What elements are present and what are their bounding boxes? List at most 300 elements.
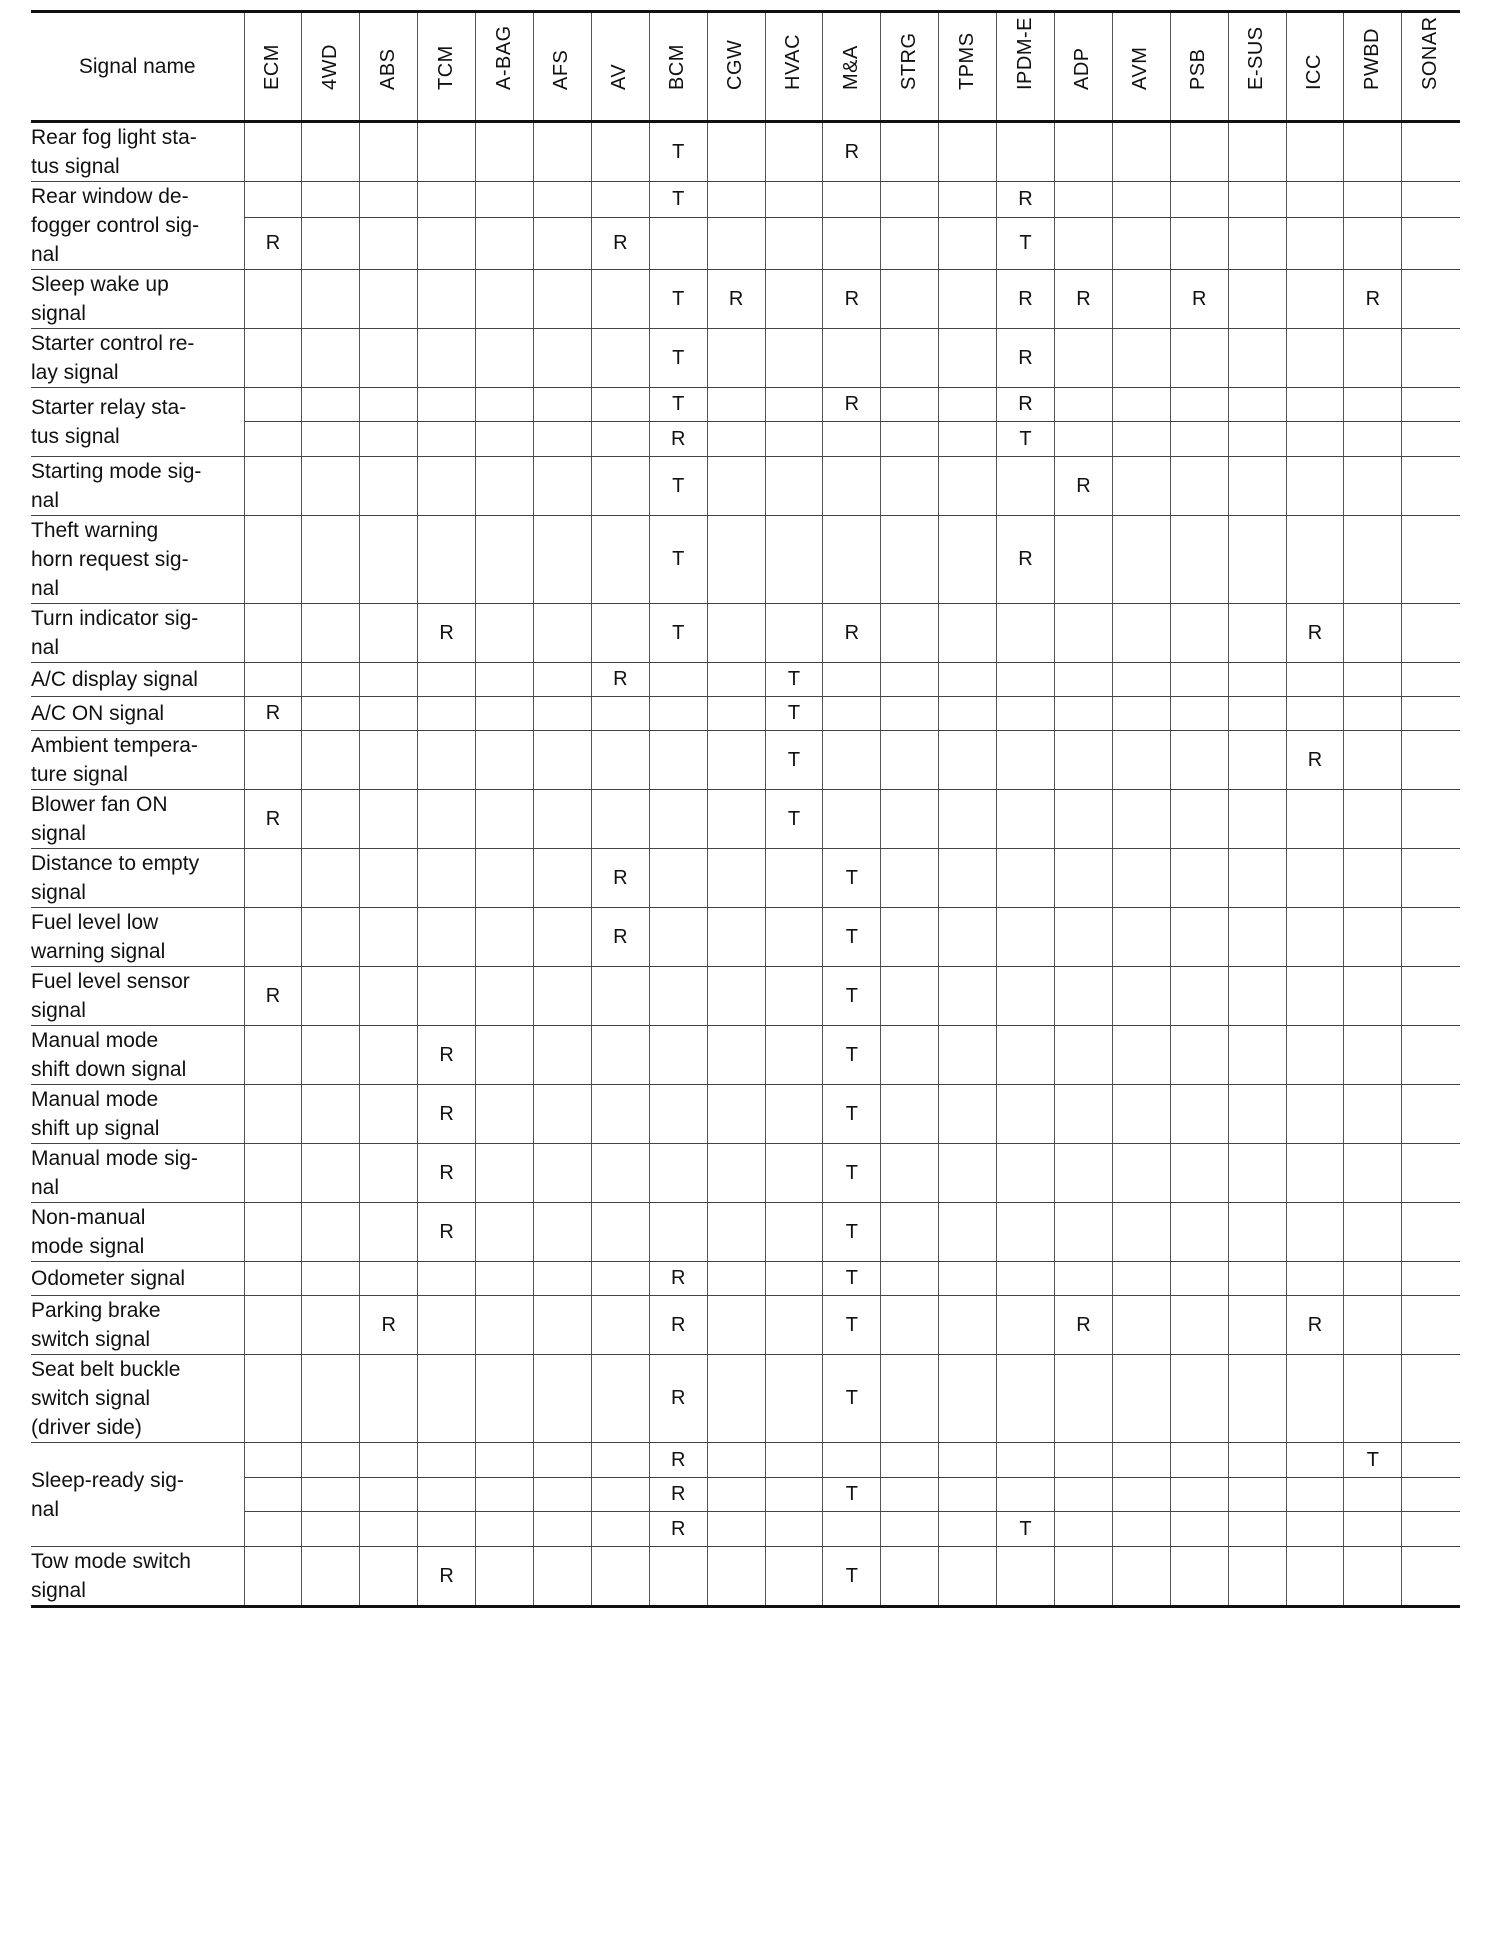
signal-cell [881,604,939,663]
signal-cell [360,388,418,422]
signal-cell [997,457,1055,516]
table-row [31,790,1460,849]
signal-cell [302,604,360,663]
unit-header [765,12,823,122]
signal-cell [1112,1262,1170,1296]
signal-cell [939,849,997,908]
signal-cell [1286,1478,1344,1512]
signal-cell [1170,1355,1228,1443]
unit-header [881,12,939,122]
signal-cell [881,270,939,329]
signal-cell [1344,697,1402,731]
unit-label: AFS [550,49,573,90]
signal-cell [765,1262,823,1296]
signal-cell [1286,790,1344,849]
signal-cell [1054,1512,1112,1547]
signal-cell [1228,663,1286,697]
signal-cell [533,967,591,1026]
signal-cell [939,388,997,422]
signal-cell [476,1478,534,1512]
signal-cell [533,516,591,604]
signal-cell [765,1355,823,1443]
signal-cell [302,122,360,182]
signal-cell: T [649,604,707,663]
signal-cell [476,1296,534,1355]
signal-cell [1344,908,1402,967]
signal-cell [707,122,765,182]
signal-cell [881,967,939,1026]
signal-cell [591,388,649,422]
signal-name-cell: Sleep wake up signal [31,270,244,329]
signal-cell [1112,270,1170,329]
signal-cell: T [1344,1443,1402,1478]
signal-cell [476,908,534,967]
signal-cell [302,422,360,457]
signal-cell [418,122,476,182]
signal-cell [244,1478,302,1512]
signal-name-cell: Rear window de- fogger control sig- nal [31,182,244,270]
unit-header [302,12,360,122]
unit-label: HVAC [781,33,804,90]
unit-header [649,12,707,122]
signal-cell: T [823,1085,881,1144]
signal-cell: T [823,1144,881,1203]
signal-cell [418,388,476,422]
signal-cell [1170,697,1228,731]
signal-cell [881,1262,939,1296]
signal-cell [360,790,418,849]
signal-cell: R [1054,270,1112,329]
signal-cell [533,1443,591,1478]
signal-name-cell: Parking brake switch signal [31,1296,244,1355]
signal-cell [244,329,302,388]
signal-cell [1170,122,1228,182]
table-row [31,1547,1460,1607]
signal-cell [1170,731,1228,790]
signal-cell [1286,1144,1344,1203]
signal-cell [881,329,939,388]
signal-cell [1344,604,1402,663]
signal-cell [823,182,881,218]
signal-cell [418,516,476,604]
unit-label: ABS [376,48,399,90]
signal-cell [1054,1355,1112,1443]
signal-cell [591,790,649,849]
signal-name-cell: A/C display signal [31,663,244,697]
signal-cell [1286,1085,1344,1144]
signal-cell [881,457,939,516]
signal-cell [765,422,823,457]
signal-cell: T [823,1203,881,1262]
signal-name-cell: Manual mode sig- nal [31,1144,244,1203]
signal-cell [476,218,534,270]
signal-cell [1170,1512,1228,1547]
signal-cell [476,122,534,182]
signal-cell [591,1443,649,1478]
signal-cell [1112,218,1170,270]
signal-cell [418,790,476,849]
signal-cell [302,1144,360,1203]
signal-cell [1054,388,1112,422]
table-row [31,731,1460,790]
signal-cell: R [244,790,302,849]
signal-cell [476,388,534,422]
signal-cell [1402,849,1460,908]
signal-cell [1112,908,1170,967]
signal-cell [765,1478,823,1512]
signal-cell [881,516,939,604]
signal-name-header: Signal name [31,12,244,122]
signal-cell [360,1085,418,1144]
signal-cell [881,388,939,422]
signal-cell [1344,329,1402,388]
signal-cell [765,1026,823,1085]
signal-cell [476,1203,534,1262]
signal-cell [1402,1355,1460,1443]
signal-cell: R [1286,731,1344,790]
signal-cell [1054,967,1112,1026]
signal-cell [881,1547,939,1607]
table-row [31,1512,1460,1547]
signal-cell: R [1054,457,1112,516]
signal-cell [591,697,649,731]
signal-cell [244,849,302,908]
signal-cell [765,908,823,967]
unit-header [1228,12,1286,122]
signal-cell [997,1478,1055,1512]
signal-cell [997,967,1055,1026]
unit-label: AVM [1129,46,1152,90]
signal-cell: R [649,1512,707,1547]
signal-cell [533,122,591,182]
signal-cell [707,329,765,388]
signal-cell [881,790,939,849]
signal-cell [1344,457,1402,516]
signal-cell [649,663,707,697]
signal-cell [360,1262,418,1296]
signal-cell [881,218,939,270]
signal-cell [1170,1144,1228,1203]
signal-cell [533,329,591,388]
signal-cell [765,388,823,422]
signal-cell [823,422,881,457]
signal-cell [360,604,418,663]
signal-cell: T [649,388,707,422]
signal-cell [476,731,534,790]
signal-cell [1228,697,1286,731]
signal-cell [765,1443,823,1478]
signal-cell [1286,908,1344,967]
signal-cell [939,182,997,218]
signal-cell [1112,967,1170,1026]
signal-cell [707,1026,765,1085]
signal-cell [1170,388,1228,422]
signal-cell [476,849,534,908]
signal-cell [1402,1262,1460,1296]
unit-header [1170,12,1228,122]
signal-cell [1286,1512,1344,1547]
signal-cell: T [765,697,823,731]
signal-cell [591,329,649,388]
signal-cell [533,1026,591,1085]
signal-cell [1170,967,1228,1026]
signal-cell [939,790,997,849]
signal-cell: R [649,1262,707,1296]
signal-cell [1286,329,1344,388]
table-row [31,457,1460,516]
signal-cell [1112,1203,1170,1262]
signal-cell [881,1443,939,1478]
signal-cell [997,1547,1055,1607]
signal-cell [939,1296,997,1355]
signal-cell [881,849,939,908]
signal-cell [1402,457,1460,516]
signal-cell [533,697,591,731]
table-row [31,697,1460,731]
table-row [31,1478,1460,1512]
signal-cell [244,270,302,329]
signal-cell [591,1203,649,1262]
signal-cell [939,1512,997,1547]
signal-name-cell: Odometer signal [31,1262,244,1296]
signal-cell [302,908,360,967]
signal-cell [939,1355,997,1443]
signal-name-cell: Ambient tempera- ture signal [31,731,244,790]
signal-cell: R [823,122,881,182]
signal-cell [302,849,360,908]
table-row [31,604,1460,663]
signal-cell [707,731,765,790]
signal-cell [1344,731,1402,790]
signal-cell [707,1443,765,1478]
signal-cell [1228,422,1286,457]
signal-cell [1402,790,1460,849]
signal-cell [707,1262,765,1296]
signal-cell [997,1262,1055,1296]
signal-cell [1402,908,1460,967]
signal-cell [1112,422,1170,457]
signal-cell [418,908,476,967]
signal-cell [707,1203,765,1262]
signal-cell [1286,697,1344,731]
signal-cell [533,1144,591,1203]
signal-cell [1170,1443,1228,1478]
signal-cell [765,1296,823,1355]
signal-cell [418,218,476,270]
table-row [31,516,1460,604]
unit-label: A-BAG [492,25,515,90]
signal-cell [244,1296,302,1355]
signal-cell [707,1547,765,1607]
signal-cell: R [1344,270,1402,329]
signal-cell [997,604,1055,663]
signal-cell [1344,1296,1402,1355]
signal-cell: R [1286,1296,1344,1355]
table-row [31,218,1460,270]
signal-cell [1054,329,1112,388]
signal-cell: T [823,849,881,908]
table-row [31,182,1460,218]
signal-cell [1054,849,1112,908]
signal-cell [533,849,591,908]
signal-cell [1112,122,1170,182]
signal-name-cell: Turn indicator sig- nal [31,604,244,663]
signal-cell: R [997,329,1055,388]
signal-cell [476,967,534,1026]
signal-cell [881,182,939,218]
signal-name-cell: Manual mode shift up signal [31,1085,244,1144]
table-row [31,1144,1460,1203]
signal-cell [649,731,707,790]
signal-cell: T [823,1478,881,1512]
unit-label: M&A [839,45,862,90]
signal-cell [1228,1262,1286,1296]
signal-cell [1402,697,1460,731]
signal-cell [591,731,649,790]
signal-cell [1170,1547,1228,1607]
signal-cell [997,663,1055,697]
signal-cell [1402,1478,1460,1512]
table-row [31,1085,1460,1144]
signal-cell [1344,218,1402,270]
signal-cell: T [997,218,1055,270]
signal-cell [1228,457,1286,516]
signal-cell [707,604,765,663]
signal-cell [707,457,765,516]
signal-cell [533,182,591,218]
signal-cell [533,1547,591,1607]
signal-cell [1112,1443,1170,1478]
signal-cell [649,908,707,967]
signal-cell [939,122,997,182]
signal-cell [707,1355,765,1443]
signal-cell [1402,182,1460,218]
table-row [31,1026,1460,1085]
unit-header [1402,12,1460,122]
signal-name-cell: Starting mode sig- nal [31,457,244,516]
signal-cell [649,1144,707,1203]
signal-cell [881,908,939,967]
signal-cell [418,1443,476,1478]
signal-cell [476,1547,534,1607]
signal-cell [418,967,476,1026]
signal-cell [476,790,534,849]
signal-cell [1402,270,1460,329]
signal-cell [476,1512,534,1547]
signal-cell [302,270,360,329]
unit-label: PSB [1187,48,1210,90]
signal-cell [360,1026,418,1085]
signal-cell [765,122,823,182]
signal-cell [591,1547,649,1607]
signal-cell: T [649,457,707,516]
unit-label: SONAR [1419,16,1441,90]
unit-label: CGW [724,39,747,90]
unit-label: STRG [897,32,920,90]
signal-cell [1112,1026,1170,1085]
signal-cell: R [649,1443,707,1478]
signal-cell [1344,1512,1402,1547]
signal-cell [881,1144,939,1203]
signal-cell [1344,1203,1402,1262]
signal-cell [1344,849,1402,908]
signal-cell [1054,908,1112,967]
signal-cell [1112,697,1170,731]
signal-cell [1344,182,1402,218]
signal-cell [302,388,360,422]
unit-header [533,12,591,122]
unit-header [360,12,418,122]
signal-cell [360,516,418,604]
signal-cell: T [823,1547,881,1607]
signal-cell [1286,182,1344,218]
signal-cell [1344,967,1402,1026]
signal-cell [1402,122,1460,182]
signal-cell: R [997,182,1055,218]
signal-cell [360,218,418,270]
signal-cell [244,1262,302,1296]
signal-cell [360,849,418,908]
signal-cell [765,329,823,388]
signal-cell [997,1085,1055,1144]
signal-cell [765,1085,823,1144]
signal-cell [1402,422,1460,457]
signal-cell [1054,1443,1112,1478]
signal-cell [1286,516,1344,604]
signal-cell [707,182,765,218]
signal-cell: R [591,663,649,697]
signal-cell [302,1355,360,1443]
table-row [31,122,1460,182]
signal-cell [707,967,765,1026]
signal-cell [707,1144,765,1203]
signal-cell [244,1203,302,1262]
signal-cell [1402,1203,1460,1262]
signal-cell [1112,182,1170,218]
signal-cell [649,849,707,908]
signal-cell [591,422,649,457]
signal-cell [823,663,881,697]
signal-cell [1228,218,1286,270]
signal-cell: R [649,422,707,457]
signal-cell [939,1478,997,1512]
signal-cell [244,422,302,457]
signal-cell [302,1262,360,1296]
unit-label: BCM [666,44,689,90]
signal-cell: R [244,967,302,1026]
signal-cell: T [649,270,707,329]
signal-cell [1112,1512,1170,1547]
signal-cell [1228,849,1286,908]
signal-cell [997,908,1055,967]
signal-cell [1054,697,1112,731]
signal-cell [533,663,591,697]
signal-cell [360,967,418,1026]
signal-cell [418,457,476,516]
signal-cell [360,270,418,329]
signal-cell [360,1547,418,1607]
signal-cell [244,1026,302,1085]
signal-cell [1170,1478,1228,1512]
signal-cell [1228,1355,1286,1443]
signal-cell [939,1085,997,1144]
signal-cell [649,1026,707,1085]
signal-cell [881,1296,939,1355]
table-row [31,270,1460,329]
signal-cell [302,516,360,604]
signal-cell [707,422,765,457]
signal-cell [881,1478,939,1512]
